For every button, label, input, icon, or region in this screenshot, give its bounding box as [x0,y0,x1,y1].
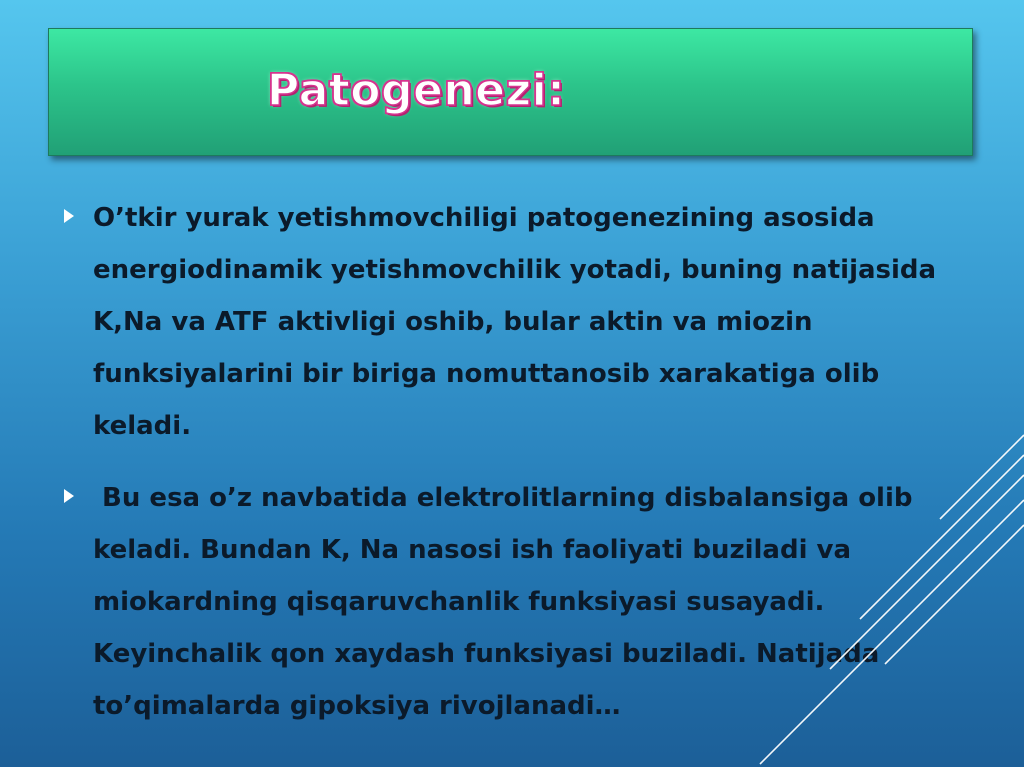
deco-line [940,435,1024,519]
title-bar [48,28,973,156]
bullet-line: Keyinchalik qon xaydash funksiyasi buziladi. Natijada [93,639,880,669]
bullet-item [64,472,944,732]
triangle-right-icon [64,209,74,223]
bullet-line: keladi. [93,411,192,441]
bullet-line: funksiyalarini bir biriga nomuttanosib xarakatiga olib [93,359,880,389]
bullet-line: O’tkir yurak yetishmovchiligi patogenezining asosida [93,203,875,233]
bullet-line: energiodinamik yetishmovchilik yotadi, buning natijasida [93,255,937,285]
slide-title: Patogenezi: [267,65,566,116]
bullet-line: keladi. Bundan K, Na nasosi ish faoliyati buziladi va [93,535,852,565]
bullet-item [64,192,944,452]
bullet-line: Bu esa o’z navbatida elektrolitlarning disbalansiga olib [93,483,913,513]
triangle-right-icon [64,489,74,503]
bullet-line: K,Na va ATF aktivligi oshib, bular aktin va miozin [93,307,813,337]
bullet-line: miokardning qisqaruvchanlik funksiyasi susayadi. [93,587,825,617]
bullet-line: to’qimalarda gipoksiya rivojlanadi… [93,691,621,721]
slide-content [64,192,944,752]
